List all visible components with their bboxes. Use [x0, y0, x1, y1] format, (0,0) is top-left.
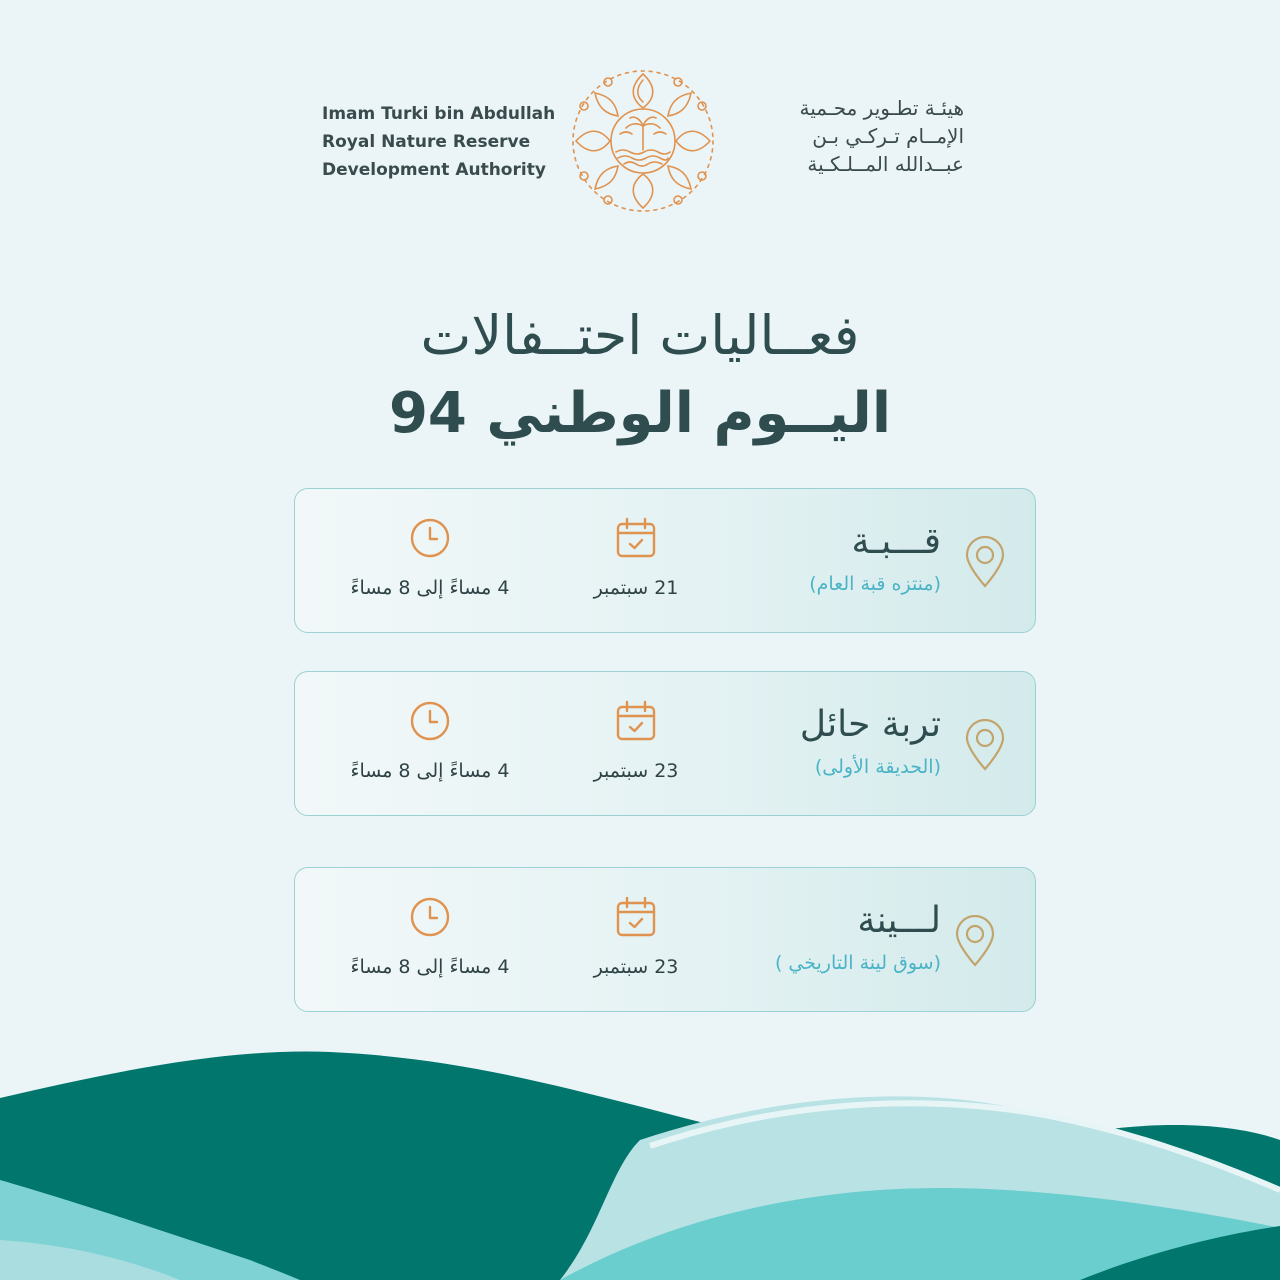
calendar-icon	[615, 700, 657, 742]
event-date: 23 سبتمبر	[593, 760, 679, 782]
org-name-en-line-2: Royal Nature Reserve	[322, 132, 531, 152]
clock-icon	[409, 896, 451, 938]
org-name-arabic	[728, 94, 964, 178]
org-name-english	[322, 100, 572, 184]
org-name-ar-line-3: عبــدالله المــلـكـية	[807, 152, 964, 176]
org-name-en-line-3: Development Authority	[322, 160, 546, 180]
clock-icon	[409, 700, 451, 742]
event-place-name: قـــبـة	[851, 521, 941, 562]
calendar-icon	[615, 896, 657, 938]
event-place-sublabel: (الحديقة الأولى)	[814, 756, 941, 778]
reserve-logo-icon	[570, 68, 716, 214]
event-time: 4 مساءً إلى 8 مساءً	[350, 956, 510, 978]
calendar-icon	[615, 517, 657, 559]
decorative-waves	[0, 1030, 1280, 1280]
event-place-sublabel: (سوق لينة التاريخي )	[774, 952, 941, 974]
org-name-ar-line-2: الإمــام تـركـي بـن	[812, 124, 964, 148]
clock-icon	[409, 517, 451, 559]
header	[0, 60, 1280, 220]
location-pin-icon	[953, 915, 997, 967]
event-card-2	[294, 671, 1036, 816]
title-line-2: اليــوم الوطني 94	[388, 381, 892, 446]
location-pin-icon	[963, 719, 1007, 771]
page-title	[0, 300, 1280, 456]
location-pin-icon	[963, 536, 1007, 588]
event-time: 4 مساءً إلى 8 مساءً	[350, 577, 510, 599]
event-card-1	[294, 488, 1036, 633]
event-date: 21 سبتمبر	[593, 577, 679, 599]
event-place-name: تربة حائل	[799, 704, 941, 745]
event-date: 23 سبتمبر	[593, 956, 679, 978]
org-name-ar-line-1: هيئـة تطـوير محـمية	[799, 96, 964, 120]
event-card-3	[294, 867, 1036, 1012]
event-place-name: لـــينة	[857, 900, 941, 941]
event-place-sublabel: (منتزه قبة العام)	[809, 573, 941, 595]
title-line-1: فعــاليات احتــفالات	[420, 304, 860, 367]
org-name-en-line-1: Imam Turki bin Abdullah	[322, 104, 556, 124]
event-time: 4 مساءً إلى 8 مساءً	[350, 760, 510, 782]
